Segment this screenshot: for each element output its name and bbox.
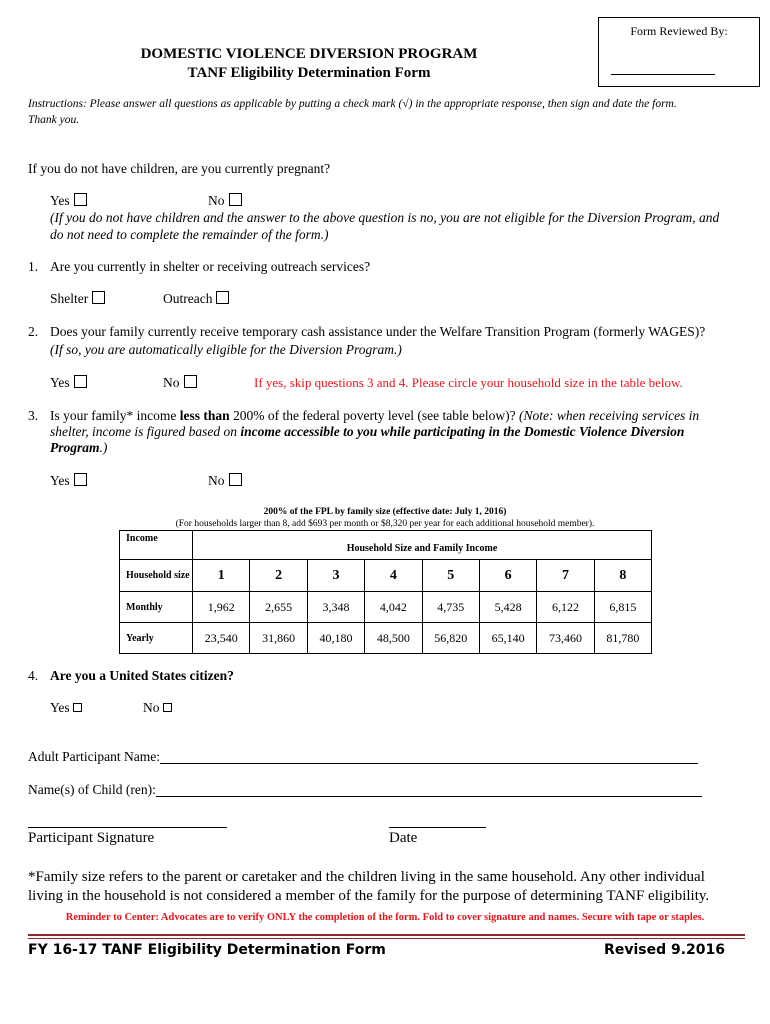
q4-no-label: No <box>143 700 160 715</box>
shelter-label: Shelter <box>50 291 89 306</box>
household-size-label: Household size <box>120 560 193 592</box>
q3-no-checkbox[interactable] <box>229 473 242 486</box>
monthly-cell: 3,348 <box>307 592 364 623</box>
size-cell[interactable]: 1 <box>193 560 250 592</box>
q3-text-a: Is your family* income <box>50 408 180 423</box>
q4-yes-option[interactable] <box>50 700 82 716</box>
q4-yes-checkbox[interactable] <box>73 703 82 712</box>
adult-name-field[interactable] <box>28 749 698 765</box>
q3-question-line3 <box>50 440 107 456</box>
adult-name-line[interactable] <box>160 749 698 764</box>
monthly-cell: 4,735 <box>422 592 479 623</box>
q3-yes-label: Yes <box>50 473 70 488</box>
q2-note: (If so, you are automatically eligible for the Diversion Program.) <box>50 342 402 357</box>
q3-line2-b: income accessible to you while participating in the Domestic Violence Diversion <box>240 424 685 439</box>
q2-no-label: No <box>163 375 180 390</box>
q1-number: 1. <box>28 259 39 274</box>
table-row-monthly <box>120 592 652 623</box>
signature-label: Participant Signature <box>28 830 155 846</box>
page-subtitle: TANF Eligibility Determination Form <box>187 65 431 81</box>
q4-question: Are you a United States citizen? <box>50 668 234 683</box>
q3-line2-a: shelter, income is figured based on <box>50 424 241 439</box>
child-names-label: Name(s) of Child (ren): <box>28 782 156 797</box>
family-size-footnote-line1: *Family size refers to the parent or caretaker and the children living in the same household. Any other individual <box>28 869 705 885</box>
size-cell[interactable]: 8 <box>594 560 651 592</box>
date-line[interactable] <box>389 827 486 828</box>
table-subcaption: (For households larger than 8, add $693 per month or $8,320 per year for each additional household member). <box>175 519 595 529</box>
q2-skip-instruction: If yes, skip questions 3 and 4. Please circle your household size in the table below. <box>254 375 683 390</box>
pregnancy-question: If you do not have children, are you currently pregnant? <box>28 161 331 176</box>
pregnancy-no-label: No <box>208 193 225 208</box>
size-cell[interactable]: 3 <box>307 560 364 592</box>
q4-number: 4. <box>28 668 39 683</box>
q3-yes-checkbox[interactable] <box>74 473 87 486</box>
outreach-label: Outreach <box>163 291 213 306</box>
instructions-line1: Instructions: Please answer all questions as applicable by putting a check mark (√) in the appropriate response, then sign and date the form. <box>28 98 677 110</box>
household-size-income-header: Household Size and Family Income <box>193 531 652 560</box>
page-title: DOMESTIC VIOLENCE DIVERSION PROGRAM <box>140 46 478 62</box>
child-names-field[interactable] <box>28 782 702 798</box>
q3-text-c: 200% of the federal poverty level (see table below)? <box>229 408 519 423</box>
size-cell[interactable]: 4 <box>365 560 422 592</box>
yearly-cell: 48,500 <box>365 623 422 654</box>
monthly-cell: 5,428 <box>479 592 536 623</box>
yearly-label: Yearly <box>120 623 193 654</box>
footer-divider-thin <box>28 938 745 939</box>
pregnancy-yes-label: Yes <box>50 193 70 208</box>
income-label-cell: Income <box>120 531 193 560</box>
monthly-cell: 6,815 <box>594 592 651 623</box>
footer-revision: Revised 9.2016 <box>604 942 725 958</box>
q2-yes-checkbox[interactable] <box>74 375 87 388</box>
yearly-cell: 56,820 <box>422 623 479 654</box>
pregnancy-no-checkbox[interactable] <box>229 193 242 206</box>
table-row-yearly <box>120 623 652 654</box>
q3-text-b: less than <box>179 408 230 423</box>
q2-question: Does your family currently receive temporary cash assistance under the Welfare Transition Program (formerly WAGES)? <box>50 324 706 339</box>
pregnancy-note-line1: (If you do not have children and the answer to the above question is no, you are not eligible for the Diversion Program, and <box>50 210 720 225</box>
pregnancy-no-option[interactable] <box>208 193 242 209</box>
monthly-label: Monthly <box>120 592 193 623</box>
footer-divider <box>28 934 745 936</box>
monthly-cell: 2,655 <box>250 592 307 623</box>
child-names-line[interactable] <box>156 782 702 797</box>
q3-question-line2 <box>50 424 684 440</box>
reminder-to-center: Reminder to Center: Advocates are to verify ONLY the completion of the form. Fold to cover signature and names. Secure with tape or staples. <box>65 912 705 923</box>
signature-line[interactable] <box>28 827 227 828</box>
adult-name-label: Adult Participant Name: <box>28 749 160 764</box>
shelter-option[interactable] <box>50 291 105 307</box>
instructions-line2: Thank you. <box>28 114 80 126</box>
size-cell[interactable]: 2 <box>250 560 307 592</box>
family-size-footnote-line2: living in the household is not considered a member of the family for the purpose of determining TANF eligibility. <box>28 888 710 904</box>
outreach-option[interactable] <box>163 291 229 307</box>
q4-yes-label: Yes <box>50 700 70 715</box>
q3-no-label: No <box>208 473 225 488</box>
outreach-checkbox[interactable] <box>216 291 229 304</box>
reviewer-signature-line[interactable] <box>611 74 715 75</box>
q3-number: 3. <box>28 408 39 423</box>
q3-line3-a: Program <box>50 440 100 455</box>
q2-yes-label: Yes <box>50 375 70 390</box>
table-row-size <box>120 560 652 592</box>
yearly-cell: 73,460 <box>537 623 594 654</box>
q2-yes-option[interactable] <box>50 375 87 391</box>
shelter-checkbox[interactable] <box>92 291 105 304</box>
q3-no-option[interactable] <box>208 473 242 489</box>
q2-no-option[interactable] <box>163 375 197 391</box>
monthly-cell: 1,962 <box>193 592 250 623</box>
q3-question-line1 <box>50 408 699 424</box>
yearly-cell: 65,140 <box>479 623 536 654</box>
yearly-cell: 23,540 <box>193 623 250 654</box>
table-header-row <box>120 531 652 560</box>
q3-text-d: (Note: when receiving services in <box>519 408 700 423</box>
yearly-cell: 81,780 <box>594 623 651 654</box>
pregnancy-yes-option[interactable] <box>50 193 87 209</box>
q4-no-option[interactable] <box>143 700 172 716</box>
pregnancy-yes-checkbox[interactable] <box>74 193 87 206</box>
date-label: Date <box>389 830 418 846</box>
size-cell[interactable]: 7 <box>537 560 594 592</box>
q2-no-checkbox[interactable] <box>184 375 197 388</box>
table-caption: 200% of the FPL by family size (effective date: July 1, 2016) <box>263 507 507 517</box>
yearly-cell: 31,860 <box>250 623 307 654</box>
pregnancy-note-line2: do not need to complete the remainder of the form.) <box>50 227 329 242</box>
q4-no-checkbox[interactable] <box>163 703 172 712</box>
q2-number: 2. <box>28 324 39 339</box>
monthly-cell: 4,042 <box>365 592 422 623</box>
q3-yes-option[interactable] <box>50 473 87 489</box>
form-reviewed-label: Form Reviewed By: <box>630 24 728 38</box>
fpl-income-table <box>119 530 652 654</box>
yearly-cell: 40,180 <box>307 623 364 654</box>
q3-line3-b: .) <box>99 440 108 455</box>
size-cell[interactable]: 6 <box>479 560 536 592</box>
size-cell[interactable]: 5 <box>422 560 479 592</box>
monthly-cell: 6,122 <box>537 592 594 623</box>
footer-form-title: FY 16-17 TANF Eligibility Determination Form <box>28 942 386 958</box>
q1-question: Are you currently in shelter or receiving outreach services? <box>50 259 371 274</box>
form-reviewed-box <box>598 17 760 87</box>
